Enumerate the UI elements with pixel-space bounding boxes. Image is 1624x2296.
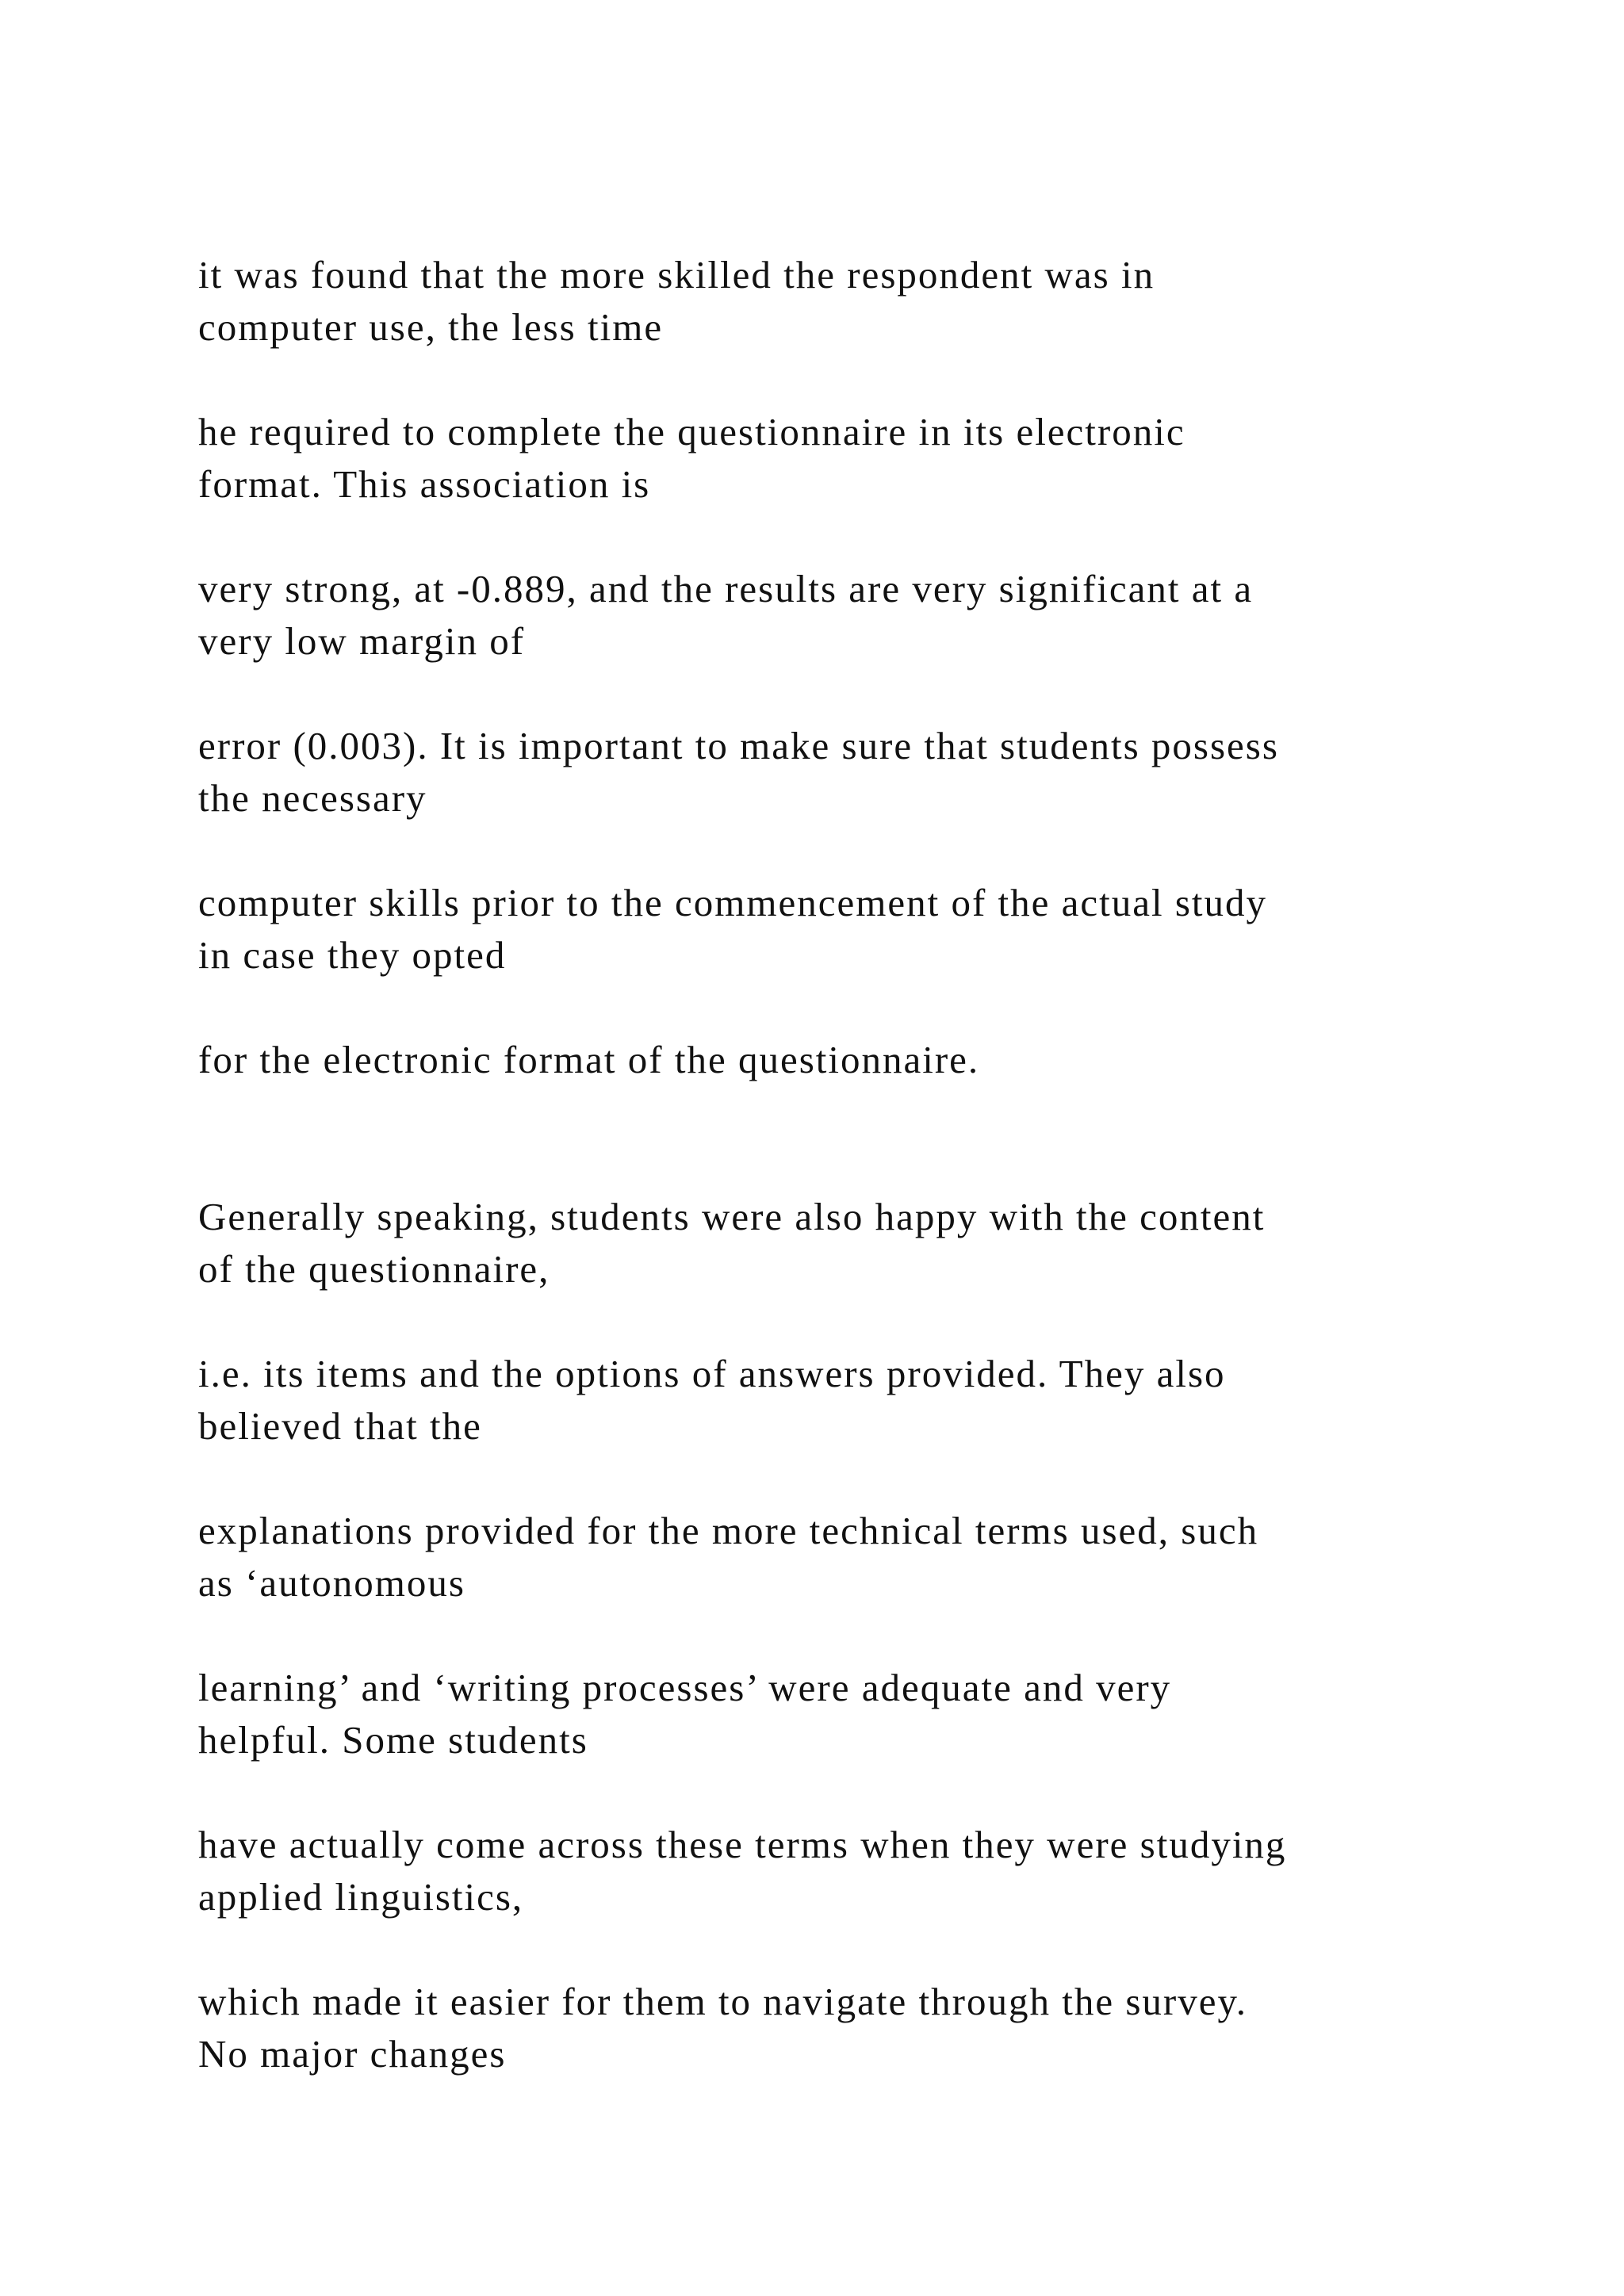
paragraph [198, 1976, 1435, 2080]
text-line: very strong, at -0.889, and the results are very significant at a [198, 567, 1254, 610]
paragraph [198, 406, 1435, 511]
text-line: it was found that the more skilled the respondent was in [198, 253, 1155, 297]
paragraph [198, 1348, 1435, 1452]
paragraph [198, 249, 1435, 354]
paragraph [198, 563, 1435, 668]
text-line: computer use, the less time [198, 305, 664, 349]
text-line: he required to complete the questionnaire in its electronic [198, 410, 1185, 453]
paragraph [198, 1819, 1435, 1923]
paragraph [198, 1034, 1435, 1086]
text-line: helpful. Some students [198, 1718, 588, 1762]
text-line: applied linguistics, [198, 1875, 524, 1919]
paragraph [198, 1191, 1435, 1295]
text-line: learning’ and ‘writing processes’ were adequate and very [198, 1666, 1172, 1709]
text-line: i.e. its items and the options of answers provided. They also [198, 1352, 1226, 1395]
text-line: the necessary [198, 776, 427, 820]
paragraph [198, 877, 1435, 982]
text-line: error (0.003). It is important to make sure that students possess [198, 724, 1279, 767]
text-line: have actually come across these terms when they were studying [198, 1823, 1287, 1866]
text-line: Generally speaking, students were also happy with the content [198, 1195, 1266, 1238]
section-spacer [198, 1138, 1435, 1191]
text-line: computer skills prior to the commencement of the actual study [198, 881, 1268, 924]
text-line: as ‘autonomous [198, 1561, 465, 1605]
body-text [198, 249, 1435, 2133]
text-line: No major changes [198, 2032, 507, 2076]
text-line: in case they opted [198, 933, 507, 977]
text-line: for the electronic format of the questionnaire. [198, 1038, 980, 1081]
paragraph [198, 720, 1435, 825]
paragraph [198, 1662, 1435, 1766]
text-line: format. This association is [198, 462, 651, 506]
text-line: of the questionnaire, [198, 1247, 550, 1291]
text-line: very low margin of [198, 619, 526, 663]
paragraph [198, 1505, 1435, 1609]
text-line: explanations provided for the more technical terms used, such [198, 1509, 1259, 1552]
text-line: which made it easier for them to navigate through the survey. [198, 1980, 1248, 2023]
text-line: believed that the [198, 1404, 482, 1448]
